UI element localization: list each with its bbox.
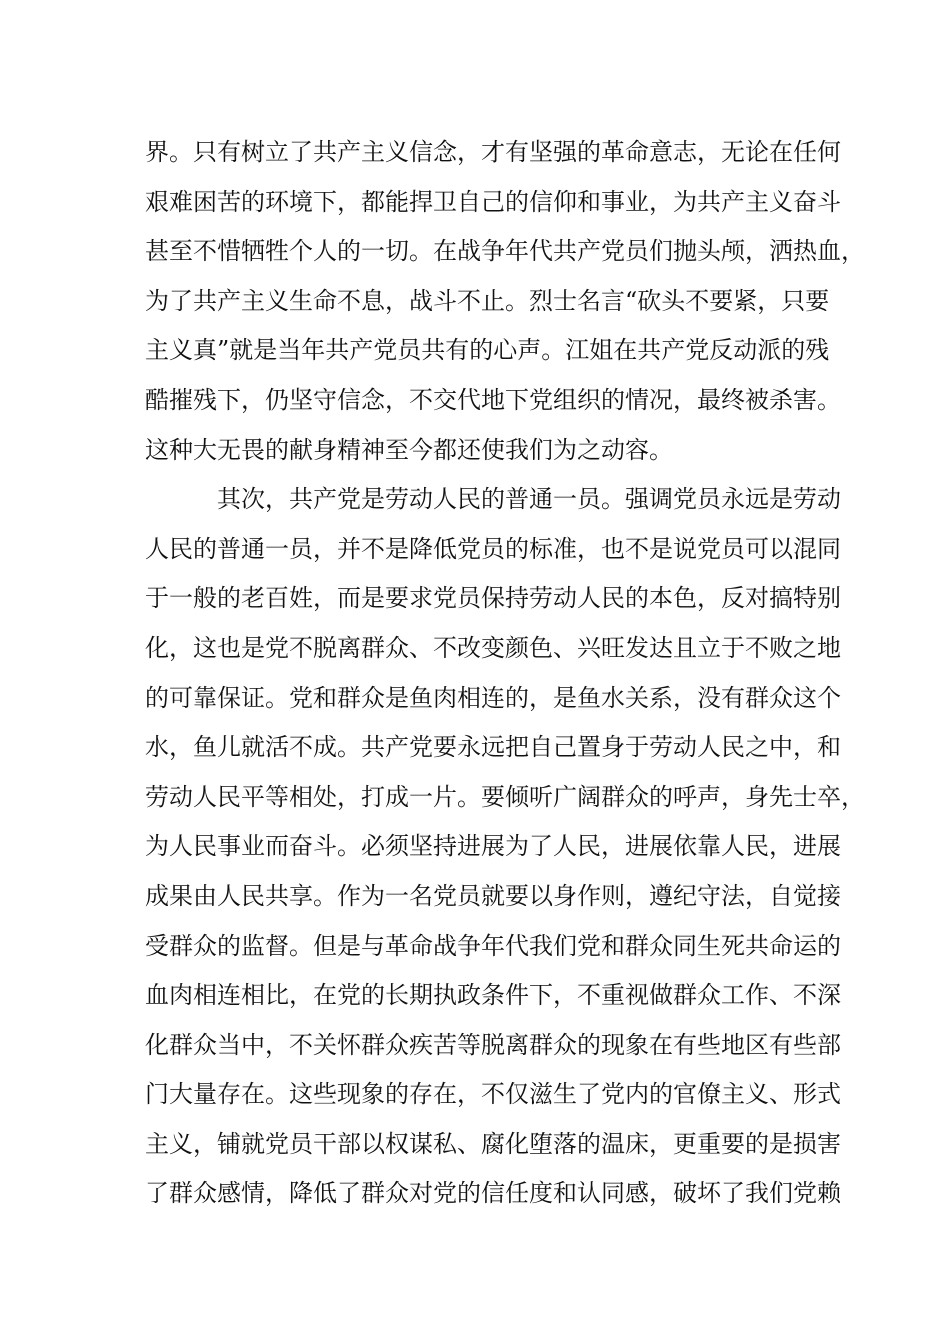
text-line-6: 酷摧残下，仍坚守信念，不交代地下党组织的情况，最终被杀害。: [145, 385, 841, 414]
text-line-16: 成果由人民共享。作为一名党员就要以身作则，遵纪守法，自觉接: [145, 881, 841, 910]
text-line-19: 化群众当中，不关怀群众疾苦等脱离群众的现象在有些地区有些部: [145, 1030, 841, 1059]
text-line-13: 水，鱼儿就活不成。共产党要永远把自己置身于劳动人民之中，和: [145, 733, 841, 762]
text-line-5: 主义真”就是当年共产党员共有的心声。江姐在共产党反动派的残: [145, 336, 830, 365]
document-body-text: [145, 128, 865, 1219]
text-line-14: 劳动人民平等相处，打成一片。要倾听广阔群众的呼声，身先士卒，: [145, 782, 865, 811]
text-line-2: 艰难困苦的环境下，都能捍卫自己的信仰和事业，为共产主义奋斗: [145, 187, 841, 216]
text-line-7: 这种大无畏的献身精神至今都还使我们为之动容。: [145, 435, 673, 464]
text-line-21: 主义，铺就党员干部以权谋私、腐化堕落的温床，更重要的是损害: [145, 1129, 841, 1158]
text-line-12: 的可靠保证。党和群众是鱼肉相连的，是鱼水关系，没有群众这个: [145, 683, 841, 712]
text-line-22: 了群众感情，降低了群众对党的信任度和认同感，破坏了我们党赖: [145, 1179, 841, 1208]
text-line-17: 受群众的监督。但是与革命战争年代我们党和群众同生死共命运的: [145, 931, 841, 960]
text-line-8-paragraph-start: 其次，共产党是劳动人民的普通一员。强调党员永远是劳动: [217, 485, 841, 514]
text-line-9: 人民的普通一员，并不是降低党员的标准，也不是说党员可以混同: [145, 534, 841, 563]
text-line-4: 为了共产主义生命不息，战斗不止。烈士名言“砍头不要紧，只要: [145, 286, 830, 315]
text-line-3: 甚至不惜牺牲个人的一切。在战争年代共产党员们抛头颅，洒热血，: [145, 237, 865, 266]
text-line-15: 为人民事业而奋斗。必须坚持进展为了人民，进展依靠人民，进展: [145, 832, 841, 861]
text-line-1: 界。只有树立了共产主义信念，才有坚强的革命意志，无论在任何: [145, 138, 841, 166]
text-line-20: 门大量存在。这些现象的存在，不仅滋生了党内的官僚主义、形式: [145, 1080, 841, 1109]
text-line-18: 血肉相连相比，在党的长期执政条件下，不重视做群众工作、不深: [145, 981, 841, 1010]
text-line-11: 化，这也是党不脱离群众、不改变颜色、兴旺发达且立于不败之地: [145, 633, 841, 662]
text-line-10: 于一般的老百姓，而是要求党员保持劳动人民的本色，反对搞特别: [145, 584, 841, 613]
